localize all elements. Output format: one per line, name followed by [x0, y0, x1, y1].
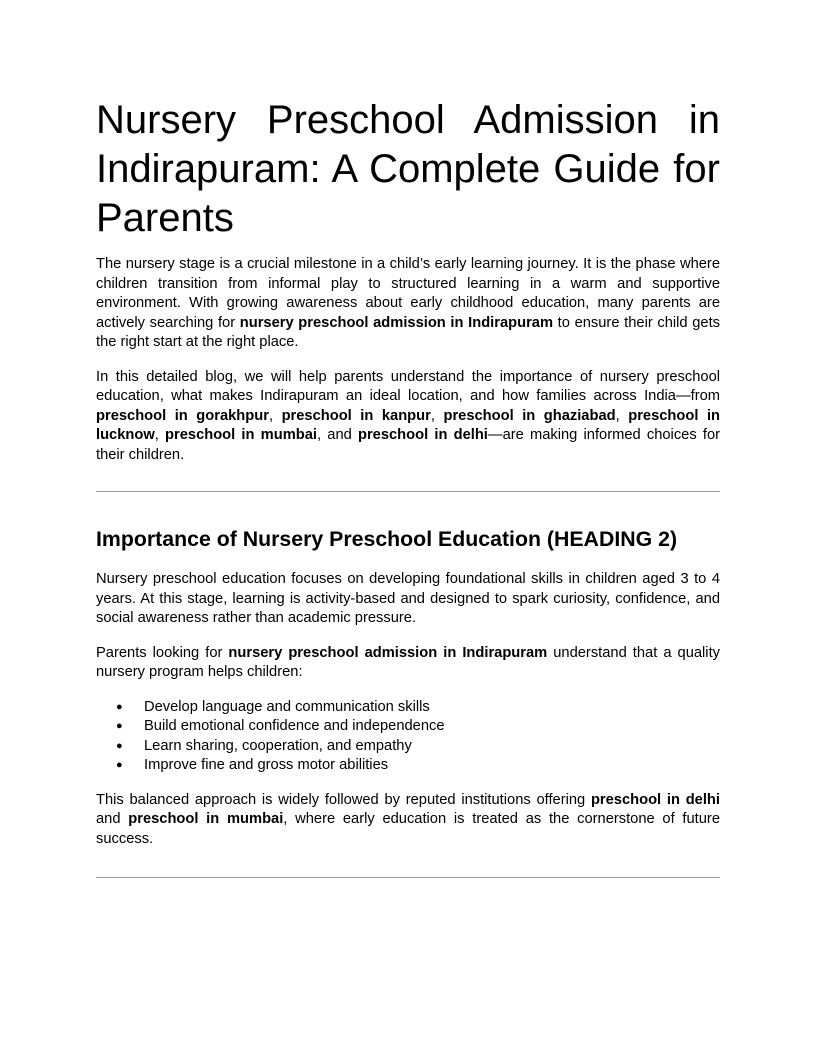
list-item-text: Develop language and communication skills: [144, 698, 430, 715]
separator: , and: [317, 427, 358, 443]
separator: ,: [268, 407, 282, 424]
separator: ,: [615, 407, 629, 424]
list-item: [96, 756, 720, 776]
bullet-icon: ●: [116, 739, 123, 752]
keyword-mumbai: preschool in mumbai: [128, 811, 284, 827]
keyword-gorakhpur: preschool in gorakhpur: [96, 407, 269, 424]
keyword-lucknow: preschool in lucknow: [96, 407, 720, 443]
keyword-ghaziabad: preschool in ghaziabad: [443, 407, 616, 424]
bullet-icon: ●: [116, 720, 123, 732]
paragraph-text: This balanced approach is widely followed by reputed institutions offering: [96, 791, 591, 808]
keyword-kanpur: preschool in kanpur: [281, 407, 431, 424]
section-paragraph-1: Nursery preschool education focuses on developing foundational skills in children aged 3 to 4 years. At this stage, learning is activity-based and designed to spark curiosity, confidence, and social awareness rather than academic pressure.: [96, 571, 720, 626]
horizontal-divider: [96, 877, 720, 878]
paragraph-text: Parents looking for: [96, 644, 229, 661]
keyword-delhi: preschool in delhi: [357, 427, 488, 443]
intro-keyword: nursery preschool admission in Indirapuram: [239, 314, 554, 331]
blog-overview-paragraph: [96, 368, 720, 466]
paragraph-text: , where early education is treated as the cornerstone of future success.: [96, 811, 720, 847]
intro-text-2: to ensure their child gets the right start at the right place.: [96, 314, 720, 350]
paragraph-text: and: [96, 811, 129, 827]
overview-text-1: In this detailed blog, we will help parents understand the importance of nursery preschool education, what makes Indirapuram an ideal location, and how families across India—from: [96, 368, 720, 404]
benefits-list: [96, 698, 720, 776]
list-item: [96, 717, 720, 737]
list-item-text: Learn sharing, cooperation, and empathy: [144, 737, 412, 754]
horizontal-divider: [96, 491, 720, 492]
list-item: [96, 698, 720, 718]
list-item-text: Improve fine and gross motor abilities: [144, 757, 389, 773]
separator: ,: [430, 407, 444, 424]
keyword-delhi: preschool in delhi: [590, 791, 720, 808]
intro-paragraph: [96, 255, 720, 353]
intro-text-1: The nursery stage is a crucial milestone in a child’s early learning journey. It is the phase where children transition from informal play to structured learning in a warm and supportive environment. With growing awareness about early childhood education, many parents are actively searching for: [96, 256, 720, 331]
page-title: Nursery Preschool Admission in Indirapuram: A Complete Guide for Parents: [96, 98, 720, 240]
list-item: [96, 737, 720, 757]
keyword-mumbai: preschool in mumbai: [165, 427, 317, 443]
separator: ,: [154, 427, 166, 443]
bullet-icon: ●: [116, 759, 123, 771]
section-paragraph-2: [96, 644, 720, 683]
keyword-indirapuram: nursery preschool admission in Indirapuram: [228, 644, 548, 661]
section-heading: Importance of Nursery Preschool Education (HEADING 2): [96, 527, 678, 551]
bullet-icon: ●: [116, 700, 123, 713]
section-paragraph-3: [96, 791, 720, 850]
overview-text-2: —are making informed choices for their children.: [96, 427, 721, 463]
paragraph-text: understand that a quality nursery program helps children:: [96, 644, 720, 680]
list-item-text: Build emotional confidence and independence: [144, 718, 445, 734]
